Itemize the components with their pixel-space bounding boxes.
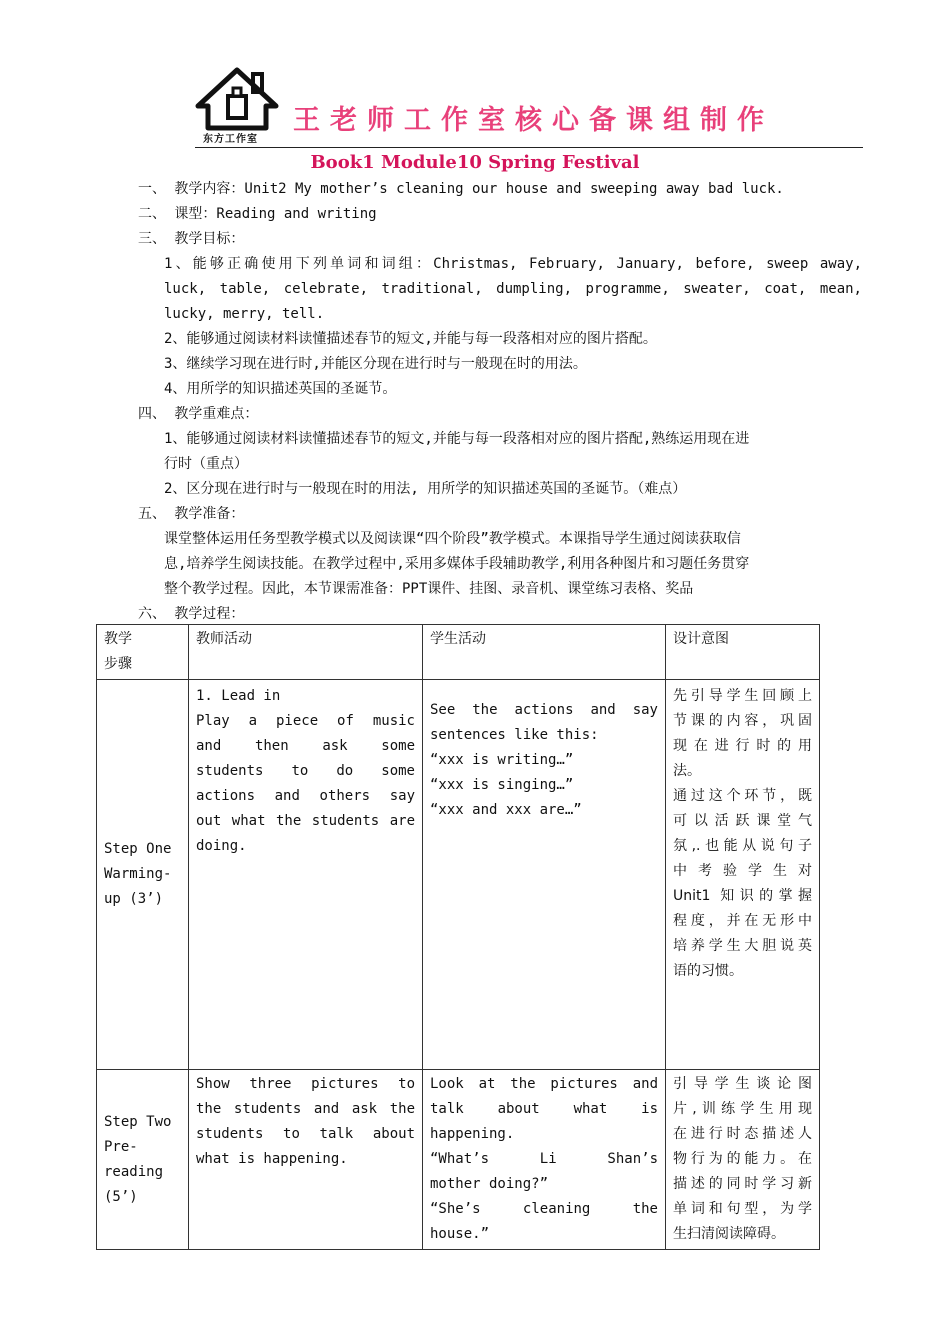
section-type: 二、 课型：Reading and writing [138, 206, 377, 222]
section-preparation: 五、 教学准备： [138, 506, 245, 522]
brand-text: 王老师工作室核心备课组制作 [293, 105, 774, 136]
objective-3: 3、继续学习现在进行时,并能区分现在进行时与一般现在时的用法。 [164, 356, 587, 372]
section-process: 六、 教学过程： [138, 606, 245, 622]
row2-design: 引导学生谈论图 片,训练学生用现 在进行时态描述人 物行为的能力。在 描述的同时学习新 单词和句型，为学 生扫清阅读障碍。 [666, 1070, 820, 1250]
key-point-2: 2、区分现在进行时与一般现在时的用法, 用所学的知识描述英国的圣诞节。（难点） [164, 481, 687, 497]
preparation-line2: 息,培养学生阅读技能。在教学过程中,采用多媒体手段辅助教学,利用各种图片和习题任务贯穿 [164, 556, 750, 572]
header-divider [195, 147, 863, 148]
header-design: 设计意图 [666, 625, 820, 680]
objective-1-line1: 1、能够正确使用下列单词和词组：Christmas, February, January, before, sweep away, [164, 256, 862, 272]
header-banner [195, 66, 863, 150]
process-table [96, 624, 820, 1250]
table-row [97, 1070, 820, 1250]
row2-teacher: Show three pictures to the students and ask the students to talk about what is happening. [189, 1070, 423, 1250]
header-student: 学生活动 [423, 625, 666, 680]
row1-design: 先引导学生回顾上 节课的内容，巩固 现在进行时的用 法。 通过这个环节，既 可以活跃课堂气 氛,.也能从说句子 中考验学生对 Unit1 知识的掌握 程度，并在无形中 培养学生大胆说英 语的习惯。 [666, 680, 820, 1070]
objective-1-line2: luck, table, celebrate, traditional, dumpling, programme, sweater, coat, mean, [164, 281, 862, 297]
objective-4: 4、用所学的知识描述英国的圣诞节。 [164, 381, 397, 397]
section-key-points: 四、 教学重难点： [138, 406, 259, 422]
table-header-row [97, 625, 820, 680]
key-point-1-line2: 行时（重点） [164, 456, 248, 472]
objective-1-line3: lucky, merry, tell. [164, 306, 325, 322]
row2-student: Look at the pictures and talk about what is happening. “What’s Li Shan’s mother doing?” “She’s cleaning the house.” [423, 1070, 666, 1250]
objective-2: 2、能够通过阅读材料读懂描述春节的短文,并能与每一段落相对应的图片搭配。 [164, 331, 657, 347]
row1-step: Step One Warming- up (3’) [97, 680, 189, 1070]
preparation-line1: 课堂整体运用任务型教学模式以及阅读课“四个阶段”教学模式。本课指导学生通过阅读获取信 [164, 531, 741, 547]
row2-step: Step Two Pre- reading (5’) [97, 1070, 189, 1250]
page-title: Book1 Module10 Spring Festival [310, 152, 640, 173]
key-point-1-line1: 1、能够通过阅读材料读懂描述春节的短文,并能与每一段落相对应的图片搭配,熟练运用现在进 [164, 431, 750, 447]
section-content: 一、 教学内容：Unit2 My mother’s cleaning our house and sweeping away bad luck. [138, 181, 784, 197]
logo-caption: 东方工作室 [203, 134, 258, 145]
section-objectives: 三、 教学目标： [138, 231, 245, 247]
header-step: 教学 步骤 [97, 625, 189, 680]
preparation-line3: 整个教学过程。因此，本节课需准备：PPT课件、挂图、录音机、课堂练习表格、奖品 [164, 581, 694, 597]
header-teacher: 教师活动 [189, 625, 423, 680]
row1-student: See the actions and say sentences like this: “xxx is writing…” “xxx is singing…” “xxx and xxx are…” [423, 680, 666, 1070]
table-row [97, 680, 820, 1070]
row1-teacher: 1. Lead in Play a piece of music and then ask some students to do some actions and others say out what the students are doing. [189, 680, 423, 1070]
